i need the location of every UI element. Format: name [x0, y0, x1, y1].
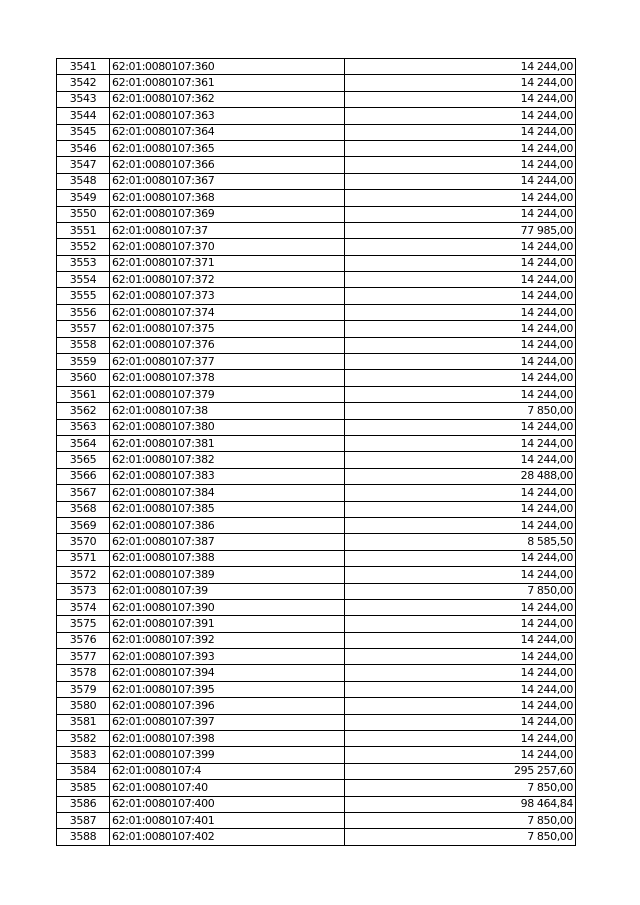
row-number-cell: 3561 [57, 386, 110, 402]
cadastral-number-cell: 62:01:0080107:360 [110, 59, 345, 75]
table-row [57, 157, 576, 173]
value-cell: 14 244,00 [345, 550, 576, 566]
value-cell: 7 850,00 [345, 829, 576, 845]
value-cell: 14 244,00 [345, 370, 576, 386]
row-number-cell: 3557 [57, 321, 110, 337]
row-number-cell: 3543 [57, 91, 110, 107]
table-row [57, 583, 576, 599]
row-number-cell: 3562 [57, 403, 110, 419]
value-cell: 14 244,00 [345, 304, 576, 320]
row-number-cell: 3541 [57, 59, 110, 75]
table-row [57, 140, 576, 156]
value-cell: 14 244,00 [345, 665, 576, 681]
row-number-cell: 3555 [57, 288, 110, 304]
table-row [57, 534, 576, 550]
cadastral-number-cell: 62:01:0080107:393 [110, 649, 345, 665]
value-cell: 14 244,00 [345, 632, 576, 648]
cadastral-number-cell: 62:01:0080107:376 [110, 337, 345, 353]
value-cell: 14 244,00 [345, 435, 576, 451]
value-cell: 14 244,00 [345, 649, 576, 665]
table-row [57, 386, 576, 402]
table-row [57, 321, 576, 337]
table-row [57, 75, 576, 91]
table-row [57, 567, 576, 583]
value-cell: 7 850,00 [345, 583, 576, 599]
value-cell: 7 850,00 [345, 812, 576, 828]
cadastral-number-cell: 62:01:0080107:362 [110, 91, 345, 107]
value-cell: 14 244,00 [345, 206, 576, 222]
cadastral-number-cell: 62:01:0080107:39 [110, 583, 345, 599]
row-number-cell: 3558 [57, 337, 110, 353]
table-row [57, 780, 576, 796]
value-cell: 14 244,00 [345, 681, 576, 697]
value-cell: 14 244,00 [345, 354, 576, 370]
value-cell: 14 244,00 [345, 59, 576, 75]
table-body [57, 59, 576, 846]
cadastral-number-cell: 62:01:0080107:4 [110, 763, 345, 779]
row-number-cell: 3576 [57, 632, 110, 648]
cadastral-number-cell: 62:01:0080107:369 [110, 206, 345, 222]
cadastral-number-cell: 62:01:0080107:379 [110, 386, 345, 402]
cadastral-number-cell: 62:01:0080107:377 [110, 354, 345, 370]
value-cell: 14 244,00 [345, 452, 576, 468]
cadastral-number-cell: 62:01:0080107:394 [110, 665, 345, 681]
cadastral-number-cell: 62:01:0080107:371 [110, 255, 345, 271]
value-cell: 14 244,00 [345, 698, 576, 714]
cadastral-number-cell: 62:01:0080107:375 [110, 321, 345, 337]
value-cell: 14 244,00 [345, 485, 576, 501]
value-cell: 7 850,00 [345, 403, 576, 419]
row-number-cell: 3577 [57, 649, 110, 665]
row-number-cell: 3574 [57, 599, 110, 615]
table-row [57, 796, 576, 812]
table-row [57, 190, 576, 206]
table-row [57, 206, 576, 222]
row-number-cell: 3573 [57, 583, 110, 599]
table-row [57, 665, 576, 681]
table-row [57, 649, 576, 665]
value-cell: 14 244,00 [345, 108, 576, 124]
value-cell: 14 244,00 [345, 337, 576, 353]
cadastral-number-cell: 62:01:0080107:387 [110, 534, 345, 550]
value-cell: 14 244,00 [345, 517, 576, 533]
row-number-cell: 3548 [57, 173, 110, 189]
row-number-cell: 3545 [57, 124, 110, 140]
value-cell: 14 244,00 [345, 91, 576, 107]
row-number-cell: 3572 [57, 567, 110, 583]
table-row [57, 108, 576, 124]
row-number-cell: 3586 [57, 796, 110, 812]
row-number-cell: 3546 [57, 140, 110, 156]
data-table [56, 58, 576, 846]
row-number-cell: 3554 [57, 272, 110, 288]
cadastral-number-cell: 62:01:0080107:392 [110, 632, 345, 648]
value-cell: 14 244,00 [345, 567, 576, 583]
table-row [57, 255, 576, 271]
value-cell: 8 585,50 [345, 534, 576, 550]
table-row [57, 272, 576, 288]
cadastral-number-cell: 62:01:0080107:364 [110, 124, 345, 140]
row-number-cell: 3565 [57, 452, 110, 468]
cadastral-number-cell: 62:01:0080107:400 [110, 796, 345, 812]
table-row [57, 419, 576, 435]
row-number-cell: 3587 [57, 812, 110, 828]
table-row [57, 714, 576, 730]
row-number-cell: 3569 [57, 517, 110, 533]
row-number-cell: 3559 [57, 354, 110, 370]
row-number-cell: 3582 [57, 731, 110, 747]
row-number-cell: 3549 [57, 190, 110, 206]
cadastral-number-cell: 62:01:0080107:390 [110, 599, 345, 615]
row-number-cell: 3578 [57, 665, 110, 681]
table-row [57, 731, 576, 747]
cadastral-number-cell: 62:01:0080107:373 [110, 288, 345, 304]
row-number-cell: 3542 [57, 75, 110, 91]
cadastral-number-cell: 62:01:0080107:380 [110, 419, 345, 435]
cadastral-number-cell: 62:01:0080107:365 [110, 140, 345, 156]
value-cell: 14 244,00 [345, 239, 576, 255]
value-cell: 14 244,00 [345, 731, 576, 747]
cadastral-number-cell: 62:01:0080107:388 [110, 550, 345, 566]
row-number-cell: 3552 [57, 239, 110, 255]
cadastral-number-cell: 62:01:0080107:367 [110, 173, 345, 189]
value-cell: 28 488,00 [345, 468, 576, 484]
value-cell: 7 850,00 [345, 780, 576, 796]
table-row [57, 829, 576, 845]
cadastral-number-cell: 62:01:0080107:372 [110, 272, 345, 288]
value-cell: 14 244,00 [345, 173, 576, 189]
cadastral-number-cell: 62:01:0080107:382 [110, 452, 345, 468]
row-number-cell: 3575 [57, 616, 110, 632]
table-row [57, 288, 576, 304]
table-row [57, 59, 576, 75]
value-cell: 14 244,00 [345, 321, 576, 337]
table-row [57, 485, 576, 501]
row-number-cell: 3564 [57, 435, 110, 451]
row-number-cell: 3567 [57, 485, 110, 501]
cadastral-number-cell: 62:01:0080107:374 [110, 304, 345, 320]
cadastral-number-cell: 62:01:0080107:361 [110, 75, 345, 91]
cadastral-number-cell: 62:01:0080107:383 [110, 468, 345, 484]
row-number-cell: 3563 [57, 419, 110, 435]
row-number-cell: 3550 [57, 206, 110, 222]
table-row [57, 468, 576, 484]
table-row [57, 435, 576, 451]
table-row [57, 304, 576, 320]
table-row [57, 763, 576, 779]
value-cell: 14 244,00 [345, 272, 576, 288]
cadastral-number-cell: 62:01:0080107:38 [110, 403, 345, 419]
cadastral-number-cell: 62:01:0080107:389 [110, 567, 345, 583]
table-row [57, 337, 576, 353]
row-number-cell: 3580 [57, 698, 110, 714]
row-number-cell: 3547 [57, 157, 110, 173]
table-row [57, 616, 576, 632]
table-row [57, 517, 576, 533]
value-cell: 295 257,60 [345, 763, 576, 779]
table-row [57, 501, 576, 517]
value-cell: 14 244,00 [345, 747, 576, 763]
value-cell: 14 244,00 [345, 419, 576, 435]
value-cell: 14 244,00 [345, 255, 576, 271]
table-row [57, 124, 576, 140]
value-cell: 14 244,00 [345, 501, 576, 517]
table-row [57, 632, 576, 648]
cadastral-number-cell: 62:01:0080107:363 [110, 108, 345, 124]
cadastral-number-cell: 62:01:0080107:381 [110, 435, 345, 451]
table-row [57, 698, 576, 714]
row-number-cell: 3560 [57, 370, 110, 386]
table-row [57, 681, 576, 697]
value-cell: 14 244,00 [345, 75, 576, 91]
value-cell: 14 244,00 [345, 157, 576, 173]
cadastral-number-cell: 62:01:0080107:398 [110, 731, 345, 747]
value-cell: 14 244,00 [345, 599, 576, 615]
table-row [57, 354, 576, 370]
cadastral-number-cell: 62:01:0080107:370 [110, 239, 345, 255]
row-number-cell: 3581 [57, 714, 110, 730]
value-cell: 77 985,00 [345, 222, 576, 238]
row-number-cell: 3579 [57, 681, 110, 697]
cadastral-number-cell: 62:01:0080107:40 [110, 780, 345, 796]
row-number-cell: 3568 [57, 501, 110, 517]
cadastral-number-cell: 62:01:0080107:386 [110, 517, 345, 533]
row-number-cell: 3571 [57, 550, 110, 566]
cadastral-number-cell: 62:01:0080107:391 [110, 616, 345, 632]
row-number-cell: 3556 [57, 304, 110, 320]
row-number-cell: 3551 [57, 222, 110, 238]
cadastral-number-cell: 62:01:0080107:368 [110, 190, 345, 206]
table-row [57, 747, 576, 763]
cadastral-number-cell: 62:01:0080107:402 [110, 829, 345, 845]
table-row [57, 239, 576, 255]
cadastral-number-cell: 62:01:0080107:396 [110, 698, 345, 714]
table-row [57, 550, 576, 566]
value-cell: 14 244,00 [345, 616, 576, 632]
table-row [57, 222, 576, 238]
value-cell: 14 244,00 [345, 124, 576, 140]
row-number-cell: 3584 [57, 763, 110, 779]
table-row [57, 173, 576, 189]
cadastral-number-cell: 62:01:0080107:37 [110, 222, 345, 238]
value-cell: 14 244,00 [345, 386, 576, 402]
cadastral-number-cell: 62:01:0080107:384 [110, 485, 345, 501]
row-number-cell: 3553 [57, 255, 110, 271]
table-row [57, 91, 576, 107]
table-row [57, 599, 576, 615]
table-row [57, 403, 576, 419]
table-row [57, 452, 576, 468]
row-number-cell: 3570 [57, 534, 110, 550]
table-row [57, 370, 576, 386]
cadastral-number-cell: 62:01:0080107:385 [110, 501, 345, 517]
row-number-cell: 3588 [57, 829, 110, 845]
row-number-cell: 3585 [57, 780, 110, 796]
value-cell: 14 244,00 [345, 140, 576, 156]
cadastral-number-cell: 62:01:0080107:378 [110, 370, 345, 386]
row-number-cell: 3583 [57, 747, 110, 763]
cadastral-number-cell: 62:01:0080107:366 [110, 157, 345, 173]
cadastral-number-cell: 62:01:0080107:395 [110, 681, 345, 697]
table-row [57, 812, 576, 828]
row-number-cell: 3544 [57, 108, 110, 124]
cadastral-number-cell: 62:01:0080107:397 [110, 714, 345, 730]
value-cell: 14 244,00 [345, 288, 576, 304]
value-cell: 98 464,84 [345, 796, 576, 812]
row-number-cell: 3566 [57, 468, 110, 484]
value-cell: 14 244,00 [345, 714, 576, 730]
cadastral-number-cell: 62:01:0080107:399 [110, 747, 345, 763]
value-cell: 14 244,00 [345, 190, 576, 206]
cadastral-number-cell: 62:01:0080107:401 [110, 812, 345, 828]
